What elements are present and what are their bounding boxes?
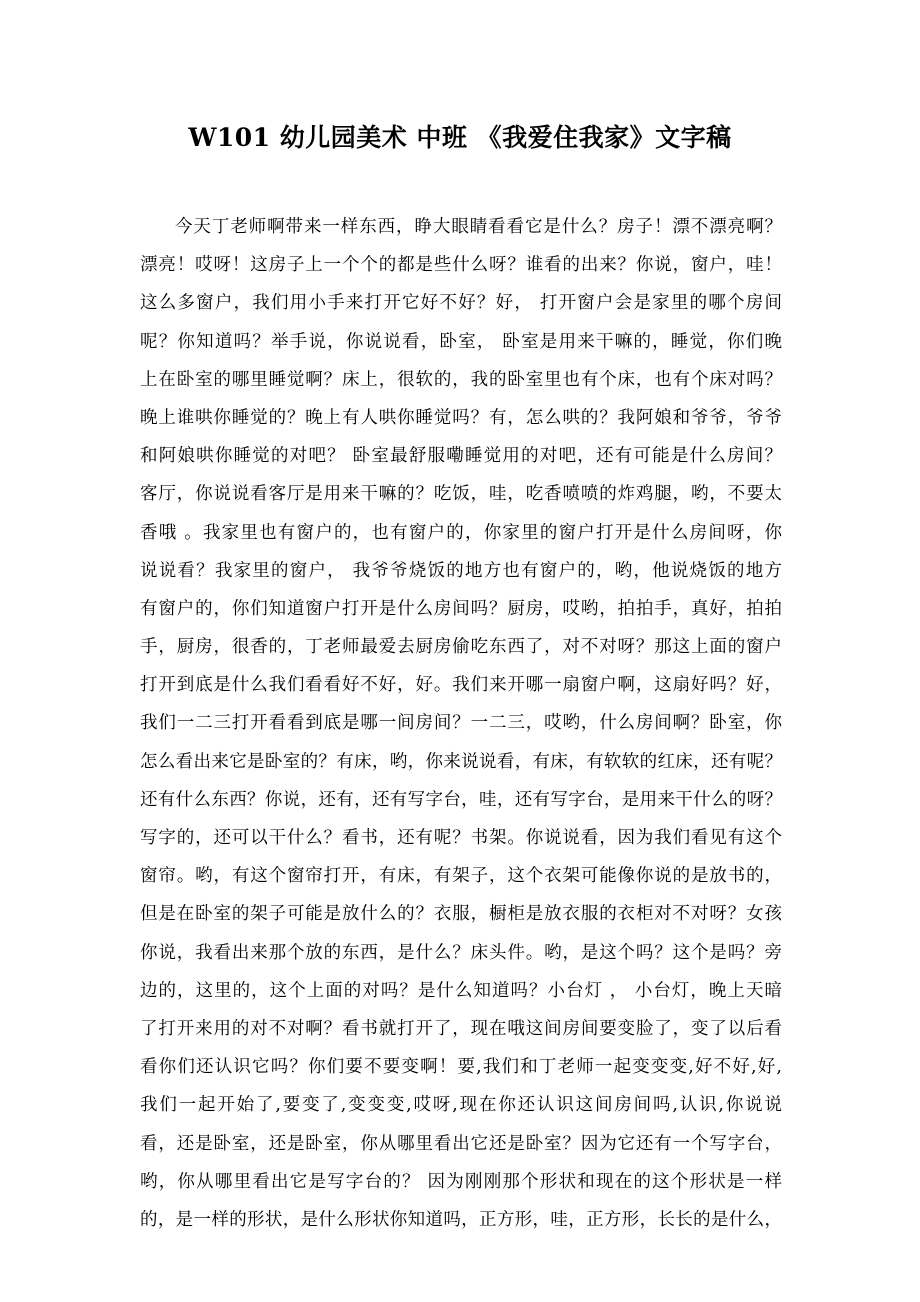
text-line: 漂亮！哎呀！这房子上一个个的都是些什么呀？谁看的出来？你说，窗户，哇！: [140, 255, 782, 276]
text-line: 写字的，还可以干什么？看书，还有呢？书架。你说说看，因为我们看见有这个: [140, 828, 782, 848]
text-line: 边的，这里的，这个上面的对吗？是什么知道吗？小台灯 ， 小台灯，晚上天暗: [140, 980, 782, 1001]
text-line: 有窗户的，你们知道窗户打开是什么房间吗？厨房，哎哟，拍拍手，真好，拍拍: [140, 598, 782, 619]
text-line: 上在卧室的哪里睡觉啊？床上，很软的，我的卧室里也有个床，也有个床对吗？: [140, 369, 782, 390]
document-title: W101 幼儿园美术 中班 《我爱住我家》文字稿: [188, 123, 732, 152]
text-line: 打开到底是什么我们看看好不好，好。我们来开哪一扇窗户啊，这扇好吗？好，: [140, 675, 782, 696]
text-line: 还有什么东西？你说，还有，还有写字台，哇，还有写字台，是用来干什么的呀？: [140, 789, 782, 810]
text-line: 你说，我看出来那个放的东西，是什么？床头件。哟，是这个吗？这个是吗？旁: [140, 942, 782, 963]
text-line: 怎么看出来它是卧室的？有床，哟，你来说说看，有床，有软软的红床，还有呢？: [140, 751, 782, 772]
text-line: 客厅，你说说看客厅是用来干嘛的？吃饭，哇，吃香喷喷的炸鸡腿，哟，不要太: [140, 484, 782, 505]
text-line: 呢？你知道吗？举手说，你说说看，卧室， 卧室是用来干嘛的，睡觉，你们晚: [140, 331, 782, 352]
body-paragraph: [140, 208, 782, 1239]
text-line: 手，厨房，很香的，丁老师最爱去厨房偷吃东西了，对不对呀？那这上面的窗户: [140, 637, 782, 658]
text-line: 看你们还认识它吗？你们要不要变啊！要,我们和丁老师一起变变变,好不好,好,: [140, 1057, 782, 1078]
text-line: 了打开来用的对不对啊？看书就打开了，现在哦这间房间要变脸了，变了以后看: [140, 1018, 782, 1039]
text-line: 的，是一样的形状，是什么形状你知道吗，正方形，哇，正方形，长长的是什么，: [140, 1209, 782, 1230]
text-line: 我们一起开始了,要变了,变变变,哎呀,现在你还认识这间房间吗,认识,你说说: [140, 1095, 782, 1116]
text-line: 晚上谁哄你睡觉的？晚上有人哄你睡觉吗？有，怎么哄的？我阿娘和爷爷，爷爷: [140, 407, 782, 428]
text-line: 这么多窗户，我们用小手来打开它好不好？好， 打开窗户会是家里的哪个房间: [140, 293, 782, 314]
text-line: 香哦 。我家里也有窗户的，也有窗户的，你家里的窗户打开是什么房间呀，你: [140, 522, 782, 543]
text-line: 但是在卧室的架子可能是放什么的？衣服，橱柜是放衣服的衣柜对不对呀？女孩: [140, 904, 782, 925]
text-line: 和阿娘哄你睡觉的对吧？ 卧室最舒服嘞睡觉用的对吧，还有可能是什么房间？: [140, 446, 782, 467]
text-line: 我们一二三打开看看到底是哪一间房间？一二三，哎哟，什么房间啊？卧室，你: [140, 713, 782, 734]
text-line: 哟，你从哪里看出它是写字台的？ 因为刚刚那个形状和现在的这个形状是一样: [140, 1171, 782, 1192]
text-line: 看，还是卧室，还是卧室，你从哪里看出它还是卧室？因为它还有一个写字台，: [140, 1133, 782, 1154]
text-line: 说说看？我家里的窗户， 我爷爷烧饭的地方也有窗户的，哟，他说烧饭的地方: [140, 560, 782, 581]
text-line: 今天丁老师啊带来一样东西，睁大眼睛看看它是什么？房子！漂不漂亮啊？: [175, 217, 782, 237]
text-line: 窗帘。哟，有这个窗帘打开，有床，有架子，这个衣架可能像你说的是放书的，: [140, 866, 782, 887]
